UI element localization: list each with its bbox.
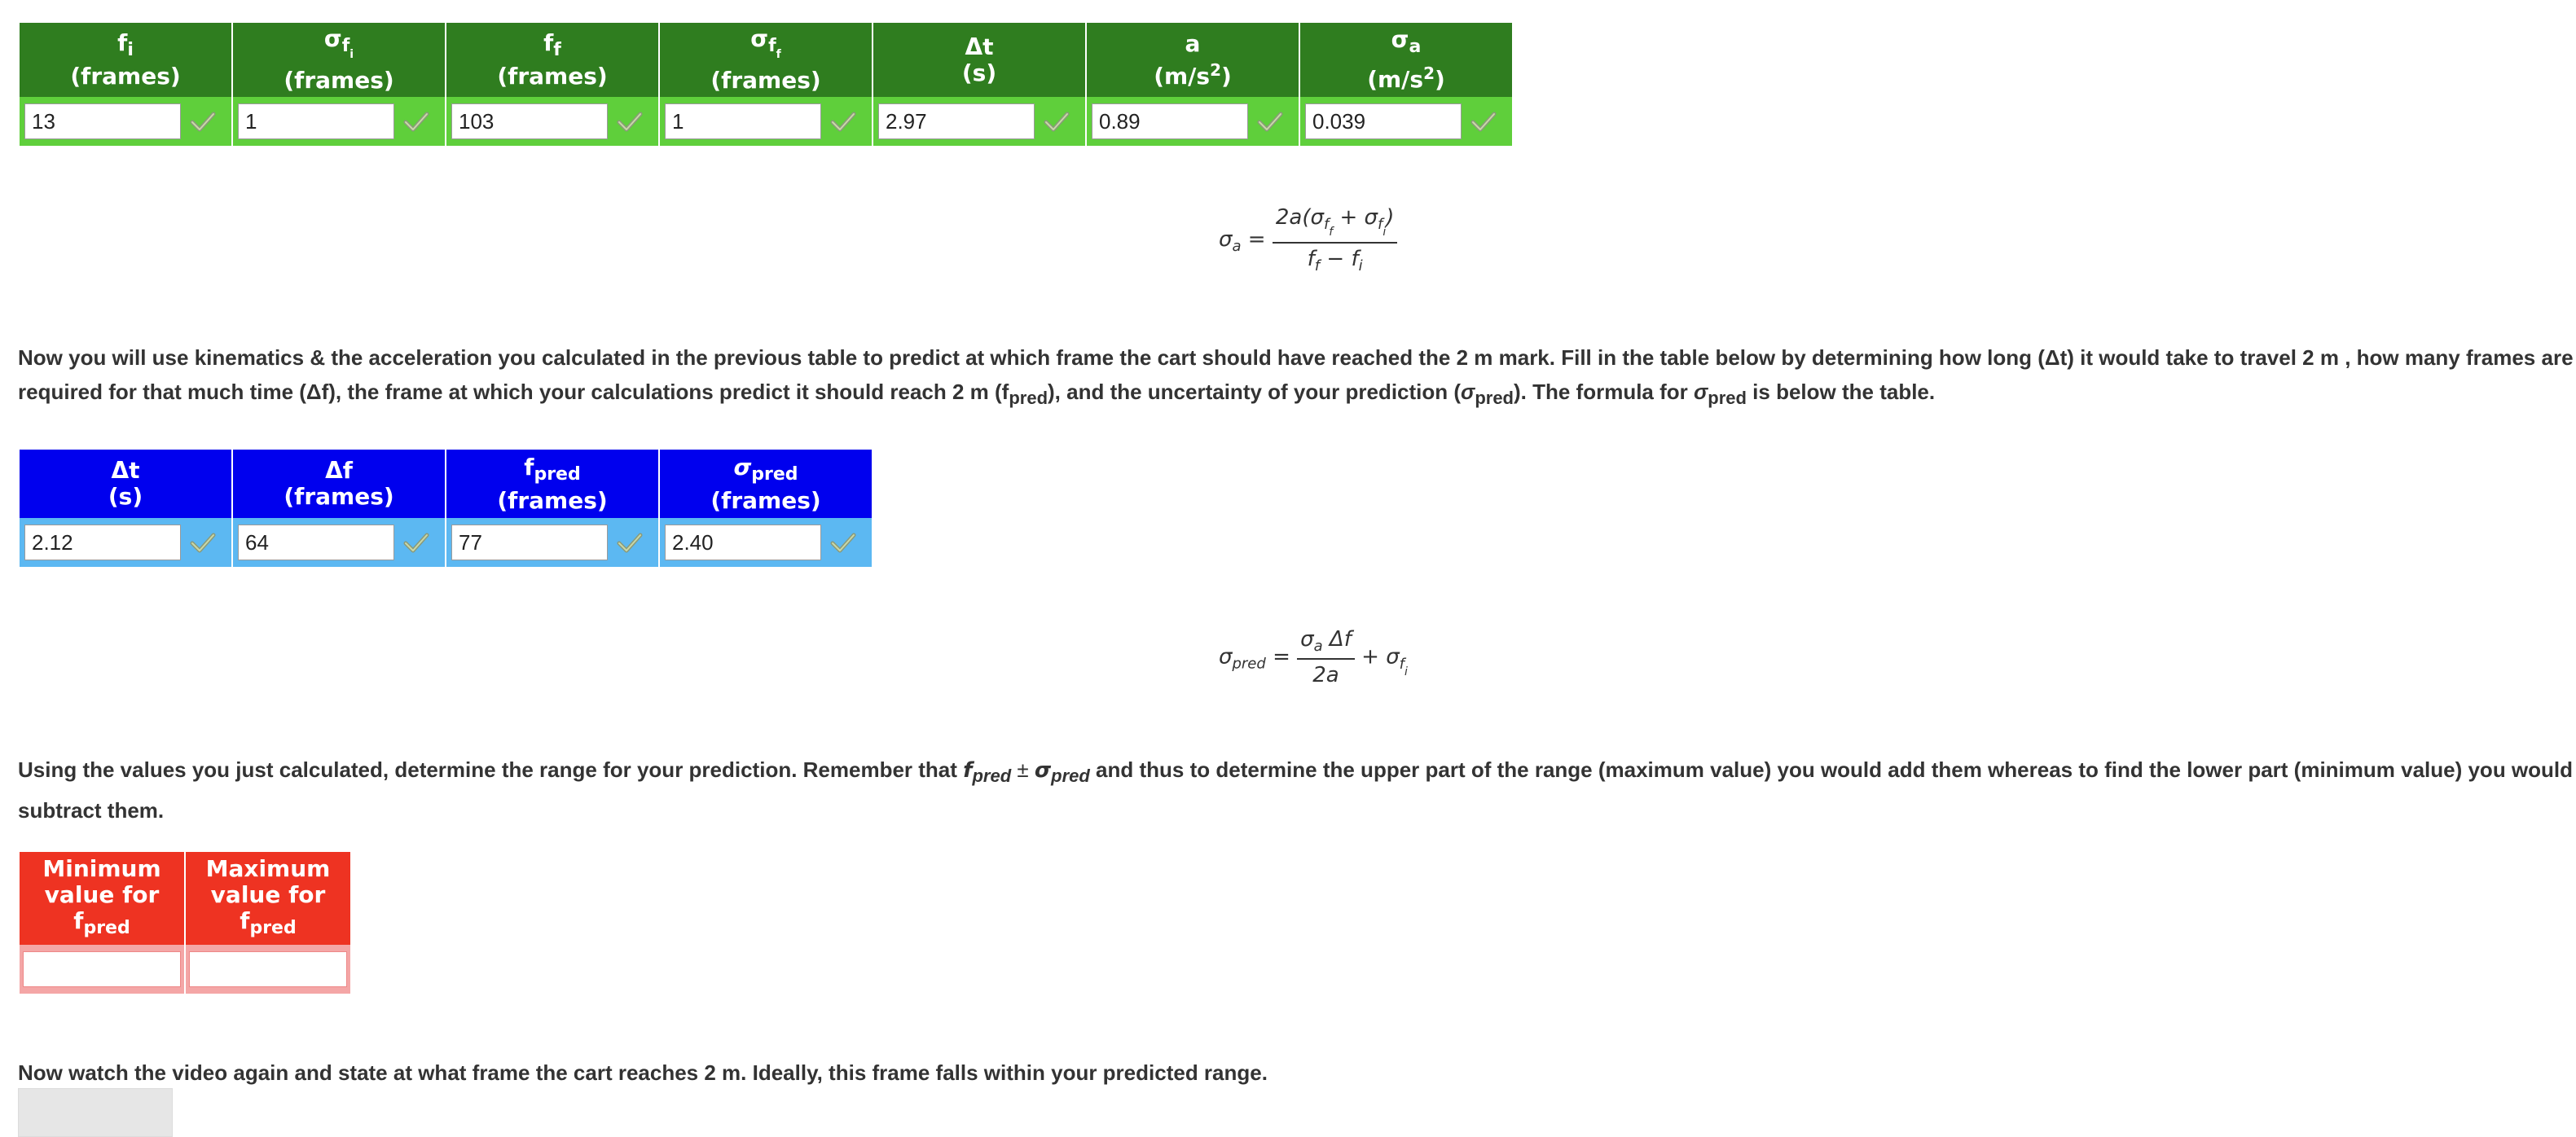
header-sigma-fi: $\sigma_{f_i}$ (frames) — [233, 23, 445, 97]
checkmark-icon — [189, 108, 217, 135]
header-ff: $f_f$ (frames) — [446, 23, 658, 97]
cell-max-f-pred — [186, 945, 350, 994]
sigma-fi-input[interactable] — [238, 103, 394, 139]
a-input[interactable] — [1092, 103, 1248, 139]
header-delta-t: Δt (s) — [20, 450, 231, 518]
checkmark-icon — [829, 108, 857, 135]
kinematics-table-header — [20, 23, 1512, 97]
delta-t-input[interactable] — [24, 525, 181, 560]
prediction-table-header — [20, 450, 872, 518]
header-delta-t: Δt (s) — [873, 23, 1085, 97]
header-min-f-pred: Minimum value for $f_{pred}$ — [20, 852, 184, 945]
cell-ff — [446, 97, 658, 146]
kinematics-table-row — [20, 97, 1512, 146]
cell-sigma-ff — [660, 97, 872, 146]
delta-f-input[interactable] — [238, 525, 394, 560]
range-table-header — [20, 852, 350, 945]
header-sigma-ff: $\sigma_{f_f}$ (frames) — [660, 23, 872, 97]
range-table-row — [20, 945, 350, 994]
fi-input[interactable] — [24, 103, 181, 139]
cell-min-f-pred — [20, 945, 184, 994]
f-pred-input[interactable] — [451, 525, 608, 560]
prediction-instructions-line2: required for that much time (Δf), the frame at which your calculations predict it should reach 2 m $(f_{pred})$, and the uncertainty of your prediction $(\sigma_{pred})$. The formula for $\sigma_{pred}$ is below the table. — [18, 380, 1936, 408]
header-sigma-pred: $\sigma_{pred}$ (frames) — [660, 450, 872, 518]
cell-f-pred — [446, 518, 658, 567]
checkmark-icon — [616, 529, 644, 556]
ff-input[interactable] — [451, 103, 608, 139]
cell-delta-t — [20, 518, 231, 567]
header-fi: $f_i$ (frames) — [20, 23, 231, 97]
checkmark-icon — [829, 529, 857, 556]
prediction-table-row — [20, 518, 872, 567]
header-max-f-pred: Maximum value for $f_{pred}$ — [186, 852, 350, 945]
cell-sigma-pred — [660, 518, 872, 567]
header-f-pred: $f_{pred}$ (frames) — [446, 450, 658, 518]
sigma-a-input[interactable] — [1305, 103, 1462, 139]
header-delta-f: Δf (frames) — [233, 450, 445, 518]
checkmark-icon — [189, 529, 217, 556]
sigma-ff-input[interactable] — [665, 103, 821, 139]
prediction-instructions-line1: Now you will use kinematics & the acceleration you calculated in the previous table to predict at which frame the cart should have reached the 2 m mark. Fill in the table below by determining how long (Δt) it would take to travel 2 m , how many frames are — [18, 345, 2574, 370]
video-instructions: Now watch the video again and state at what frame the cart reaches 2 m. Ideally, this frame falls within your predicted range. — [18, 1060, 1268, 1085]
header-sigma-a: $\sigma_a$ $(m/s^2)$ — [1300, 23, 1512, 97]
checkmark-icon — [1043, 108, 1070, 135]
checkmark-icon — [402, 108, 430, 135]
cell-delta-t — [873, 97, 1085, 146]
cell-fi — [20, 97, 231, 146]
range-instructions-line1: Using the values you just calculated, determine the range for your prediction. Remember that $f_{pred} \pm \sigma_{pred}$ and thus to determine the upper part of the range (maximum value) you would add them whereas to find the lower part (minimum value) you would — [18, 757, 2574, 786]
checkmark-icon — [402, 529, 430, 556]
kinematics-table — [18, 23, 1514, 146]
prediction-instructions — [18, 340, 2574, 415]
sigma-pred-formula: $\sigma_{pred}$ = $\frac{\sigma_a \Delta f}{2a}$ + $\sigma_{f_i}$ — [1219, 627, 1408, 687]
min-f-pred-input[interactable] — [23, 951, 181, 987]
max-f-pred-input[interactable] — [189, 951, 347, 987]
delta-t-input[interactable] — [878, 103, 1035, 139]
header-a: a $(m/s^2)$ — [1087, 23, 1299, 97]
cell-sigma-a — [1300, 97, 1512, 146]
cell-delta-f — [233, 518, 445, 567]
range-instructions-line2: subtract them. — [18, 798, 165, 823]
frame-answer-input[interactable] — [18, 1088, 173, 1137]
checkmark-icon — [1470, 108, 1497, 135]
cell-a — [1087, 97, 1299, 146]
checkmark-icon — [1256, 108, 1284, 135]
range-table — [18, 852, 352, 994]
cell-sigma-fi — [233, 97, 445, 146]
sigma-a-formula: $\sigma_a$ = $\frac{2a(\sigma_{f_f} + \sigma_{f_i})}{f_f - f_i}$ — [1219, 205, 1397, 274]
range-instructions — [18, 753, 2573, 828]
prediction-table — [18, 450, 873, 567]
checkmark-icon — [616, 108, 644, 135]
sigma-pred-input[interactable] — [665, 525, 821, 560]
